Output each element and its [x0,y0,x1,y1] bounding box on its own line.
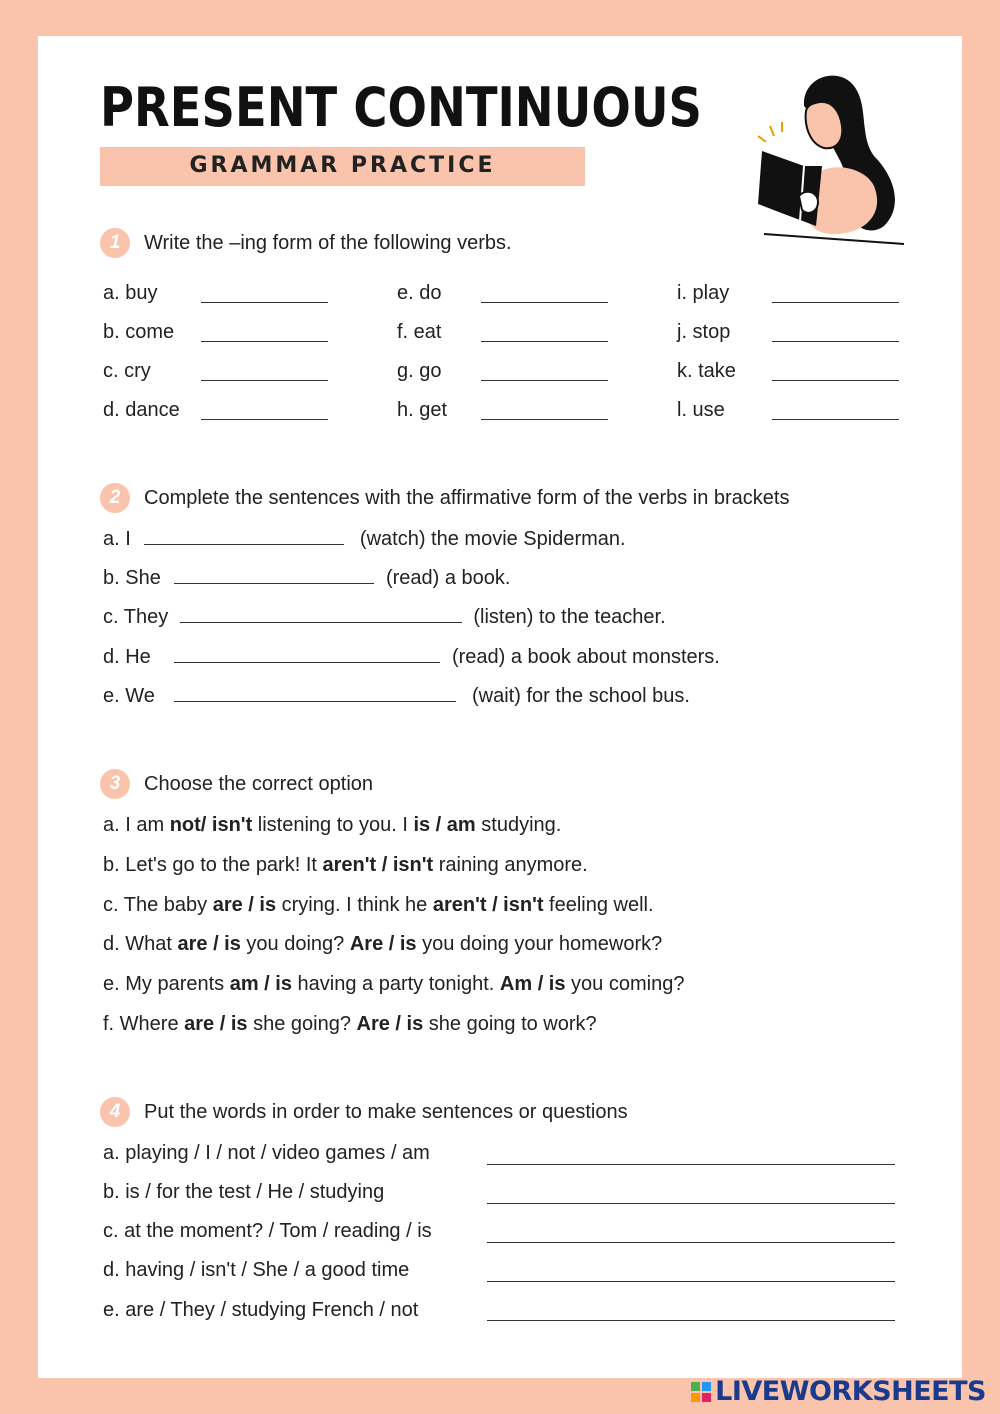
page-title: PRESENT CONTINUOUS [100,76,702,139]
choice-text: d. What [103,933,178,955]
answer-blank[interactable] [201,302,328,303]
hand [799,192,818,213]
choice-text: f. Where [103,1013,185,1035]
table-line [764,234,904,244]
choice-text: you doing? [240,933,350,955]
choice-item [103,894,654,917]
choice-text: you coming? [565,973,685,995]
answer-line[interactable] [487,1281,895,1282]
sentence-item [103,567,510,590]
sentence-item [103,646,720,669]
sentence-suffix: (watch) the movie Spiderman. [359,528,626,550]
choice-option[interactable]: am / is [229,973,292,995]
sentence-item [103,685,690,708]
reading-woman-illustration [744,66,914,246]
choice-text: studying. [475,814,562,836]
verb-item: l. use [677,399,725,421]
choice-text: c. The baby [103,894,213,916]
sentence-item [103,528,626,551]
choice-option[interactable]: not/ isn't [169,814,253,836]
book [758,151,822,226]
verb-item: a. buy [103,282,158,304]
sentence-prefix: c. They [103,606,169,628]
answer-blank[interactable] [174,582,374,584]
answer-blank[interactable] [180,621,462,623]
worksheet-page [38,36,962,1378]
liveworksheets-logo-icon [691,1382,711,1402]
sentence-prefix: e. We [103,685,155,707]
section-number: 4 [100,1097,130,1127]
subtitle-band [100,147,585,186]
answer-blank[interactable] [481,380,608,381]
section-instruction: Complete the sentences with the affirmative form of the verbs in brackets [144,486,790,509]
answer-blank[interactable] [772,419,899,420]
choice-text: you doing your homework? [416,933,663,955]
sentence-suffix: (read) a book about monsters. [451,646,720,668]
order-item: e. are / They / studying French / not [103,1299,419,1321]
sentence-prefix: b. She [103,567,161,589]
choice-text: b. Let's go to the park! It [103,854,323,876]
verb-item: k. take [677,360,736,382]
order-item: d. having / isn't / She / a good time [103,1259,410,1281]
sentence-suffix: (listen) to the teacher. [473,606,666,628]
verb-item: e. do [397,282,442,304]
choice-option[interactable]: are / is [177,933,241,955]
section-instruction: Choose the correct option [144,772,374,795]
choice-text: feeling well. [543,894,654,916]
answer-blank[interactable] [772,341,899,342]
choice-option[interactable]: aren't / isn't [432,894,544,916]
answer-blank[interactable] [201,380,328,381]
choice-text: e. My parents [103,973,230,995]
answer-blank[interactable] [174,661,440,663]
choice-text: she going? [247,1013,357,1035]
answer-blank[interactable] [481,341,608,342]
verb-item: b. come [103,321,175,343]
choice-option[interactable]: are / is [212,894,277,916]
sentence-prefix: d. He [103,646,151,668]
order-item: a. playing / I / not / video games / am [103,1142,430,1164]
choice-text: raining anymore. [433,854,588,876]
verb-item: c. cry [103,360,151,382]
choice-text: listening to you. I [252,814,414,836]
liveworksheets-brand[interactable] [691,1376,986,1407]
verb-item: d. dance [103,399,180,421]
sparkle-lines [758,122,782,142]
section-1-header [100,228,512,258]
answer-line[interactable] [487,1320,895,1321]
brand-name: LIVEWORKSHEETS [715,1376,986,1407]
choice-option[interactable]: are / is [184,1013,248,1035]
sentence-prefix: a. I [103,528,131,550]
verb-item: f. eat [397,321,442,343]
answer-line[interactable] [487,1203,895,1204]
verb-item: i. play [677,282,730,304]
answer-blank[interactable] [772,302,899,303]
section-number: 1 [100,228,130,258]
choice-option[interactable]: Are / is [349,933,417,955]
section-instruction: Put the words in order to make sentences or questions [144,1100,628,1123]
choice-text: a. I am [103,814,170,836]
choice-option[interactable]: Are / is [356,1013,424,1035]
section-2-header [100,483,790,513]
choice-item [103,1013,597,1036]
page-subtitle: GRAMMAR PRACTICE [189,153,496,178]
section-instruction: Write the –ing form of the following verbs. [144,231,512,254]
sentence-suffix: (read) a book. [385,567,511,589]
section-3-header [100,769,373,799]
answer-blank[interactable] [481,302,608,303]
choice-item [103,814,561,837]
choice-option[interactable]: Am / is [499,973,566,995]
answer-blank[interactable] [144,543,344,545]
sentence-item [103,606,666,629]
choice-option[interactable]: is / am [413,814,476,836]
answer-line[interactable] [487,1164,895,1165]
choice-option[interactable]: aren't / isn't [322,854,434,876]
answer-blank[interactable] [174,700,456,702]
verb-item: j. stop [677,321,731,343]
answer-blank[interactable] [201,419,328,420]
answer-blank[interactable] [201,341,328,342]
choice-text: having a party tonight. [291,973,500,995]
choice-text: she going to work? [423,1013,597,1035]
order-item: b. is / for the test / He / studying [103,1181,385,1203]
answer-line[interactable] [487,1242,895,1243]
order-item: c. at the moment? / Tom / reading / is [103,1220,432,1242]
verb-item: g. go [397,360,442,382]
section-number: 3 [100,769,130,799]
choice-item [103,933,662,956]
choice-item [103,973,684,996]
choice-item [103,854,588,877]
answer-blank[interactable] [772,380,899,381]
sentence-suffix: (wait) for the school bus. [472,685,690,707]
choice-text: crying. I think he [276,894,433,916]
answer-blank[interactable] [481,419,608,420]
section-4-header [100,1097,628,1127]
section-number: 2 [100,483,130,513]
verb-item: h. get [397,399,448,421]
